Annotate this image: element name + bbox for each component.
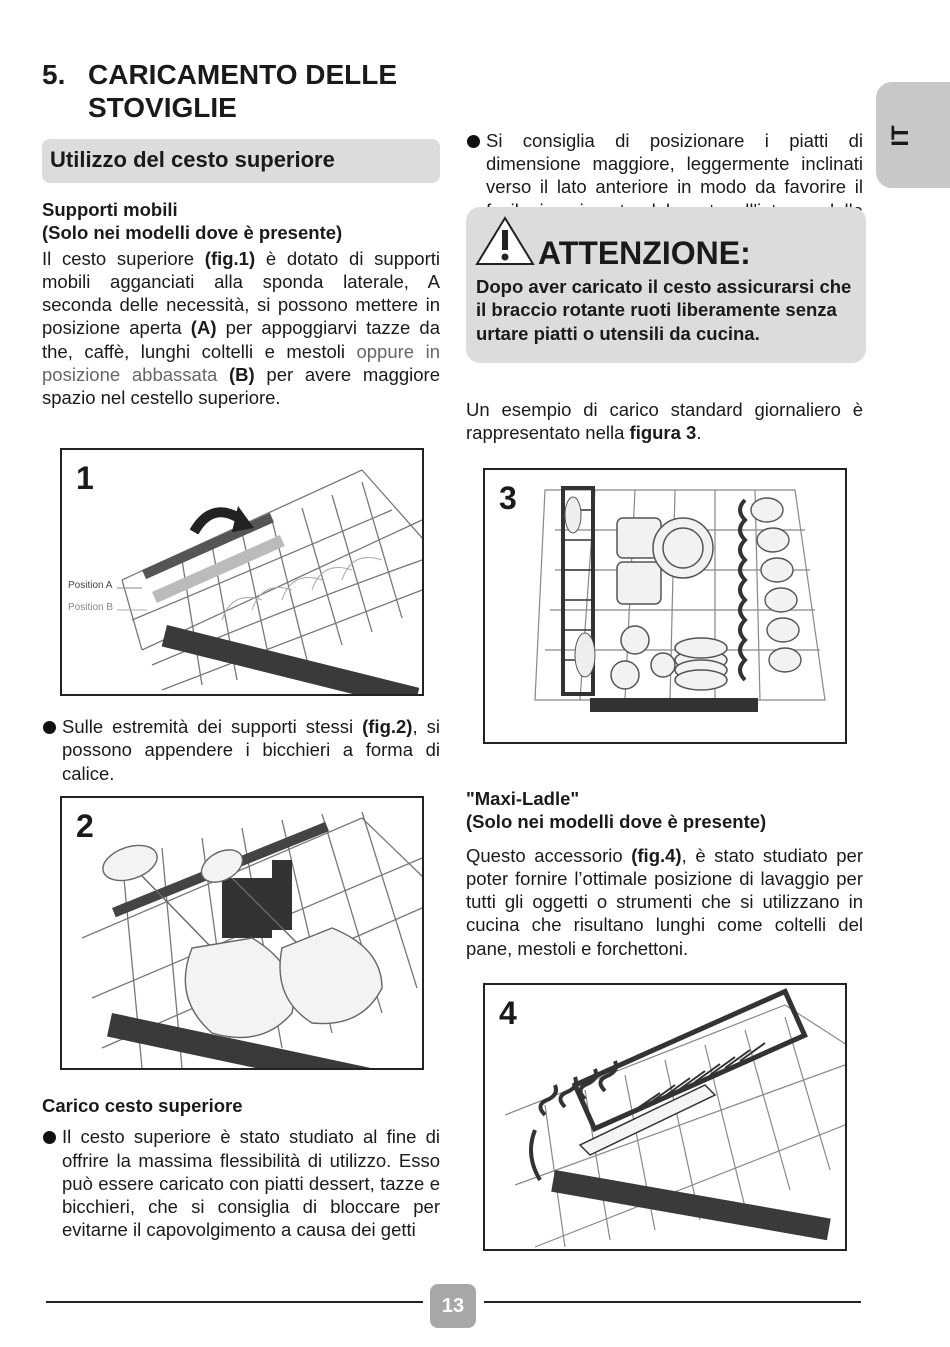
figure-4-illustration — [485, 985, 847, 1251]
subheading: Utilizzo del cesto superiore — [50, 147, 335, 172]
figure-2-illustration — [62, 798, 424, 1070]
bullet-fig2 — [42, 715, 440, 785]
figure-3-illustration — [485, 470, 847, 744]
bullet-fig2-text-1: Sulle estremità dei supporti stessi — [62, 716, 363, 737]
footer-line-right — [484, 1301, 861, 1303]
example-text-2: . — [696, 422, 702, 444]
figure-1-number: 1 — [76, 460, 94, 496]
warning-box — [466, 207, 866, 363]
supporti-text-2: è dotato di supporti mobili agganciati alla sponda laterale, A seconda delle necessità, si possono mettere in posizione aperta — [42, 247, 440, 339]
supporti-bold-3: (B) — [229, 364, 255, 386]
carico-head: Carico cesto superiore — [42, 1095, 243, 1116]
fig1-label-b: Position B — [68, 602, 114, 613]
page-number: 13 — [430, 1284, 476, 1328]
carico-bullet: Il cesto superiore è stato studiato al fine di offrire la massima flessibilità di utilizzo. Esso può essere caricato con piatti dessert, tazze e bicchieri, che si consiglia di bloccare per evitarne il capovolgimento a causa dei getti — [42, 1125, 440, 1241]
section-title — [42, 58, 442, 124]
language-tab-label: IT — [887, 125, 914, 147]
section-title-line1: CARICAMENTO DELLE — [88, 59, 398, 90]
figure-4-number: 4 — [499, 995, 517, 1031]
maxi-bold: (fig.4) — [631, 844, 682, 866]
footer-line-left — [46, 1301, 423, 1303]
maxi-text-1: Questo accessorio — [466, 844, 632, 866]
example-text-1: Un esempio di carico standard giornaliero è rappresentato nella — [466, 399, 863, 444]
figure-4 — [483, 983, 847, 1251]
example-paragraph — [466, 398, 863, 445]
right-bullet: Si consiglia di posizionare i piatti di dimensione maggiore, leggermente inclinati verso il lato anteriore in modo da favorire il — [466, 129, 863, 245]
maxi-head1: "Maxi-Ladle" — [466, 788, 580, 809]
maxi-paragraph — [466, 844, 863, 960]
supporti-paragraph — [42, 247, 440, 410]
maxi-ladle-section — [466, 787, 863, 960]
figure-3 — [483, 468, 847, 744]
figure-3-number: 3 — [499, 480, 517, 516]
figure-2 — [60, 796, 424, 1070]
supporti-bold-1: (fig.1) — [204, 247, 256, 269]
warning-title: ATTENZIONE: — [538, 235, 751, 271]
fig1-label-a: Position A — [68, 580, 113, 591]
subheading-box — [42, 139, 440, 183]
example-bold: figura 3 — [629, 422, 697, 444]
figure-2-number: 2 — [76, 808, 94, 844]
figure-1-illustration — [62, 450, 424, 696]
bullet-fig2-bold: (fig.2) — [362, 716, 413, 737]
maxi-head2: (Solo nei modelli dove è presente) — [466, 811, 767, 833]
supporti-text-4: per avere maggiore spazio nel cestello superiore. — [42, 364, 441, 409]
warning-body: Dopo aver caricato il cesto assicurarsi che il braccio rotante ruoti liberamente senza urtare piatti o utensili da cucina. — [476, 276, 852, 344]
supporti-head2: (Solo nei modelli dove è presente) — [42, 222, 343, 244]
warning-triangle-icon — [474, 215, 536, 267]
section-title-line2: STOVIGLIE — [88, 92, 237, 123]
supporti-section — [42, 198, 440, 410]
section-number: 5. — [42, 59, 66, 90]
supporti-light-text: oppure in posizione abbassata — [42, 340, 440, 386]
supporti-text-1: Il cesto superiore — [42, 247, 205, 269]
supporti-head1: Supporti mobili — [42, 199, 178, 220]
bullet-fig2-text-2: , si possono appendere i bicchieri a forma di calice. — [62, 716, 440, 784]
supporti-text-3: per appoggiarvi tazze da the, caffè, lunghi coltelli e mestoli — [42, 317, 441, 362]
language-tab — [876, 82, 950, 188]
carico-section — [42, 1094, 440, 1242]
figure-1 — [60, 448, 424, 696]
supporti-bold-2: (A) — [190, 317, 217, 339]
maxi-text-2: , è stato studiato per poter fornire l’ottimale posizione di lavaggio per tutti gli oggetti o strumenti che si utilizzano in cucina che risultano lunghi come coltelli del pane, mestoli e forchettoni. — [466, 844, 863, 959]
